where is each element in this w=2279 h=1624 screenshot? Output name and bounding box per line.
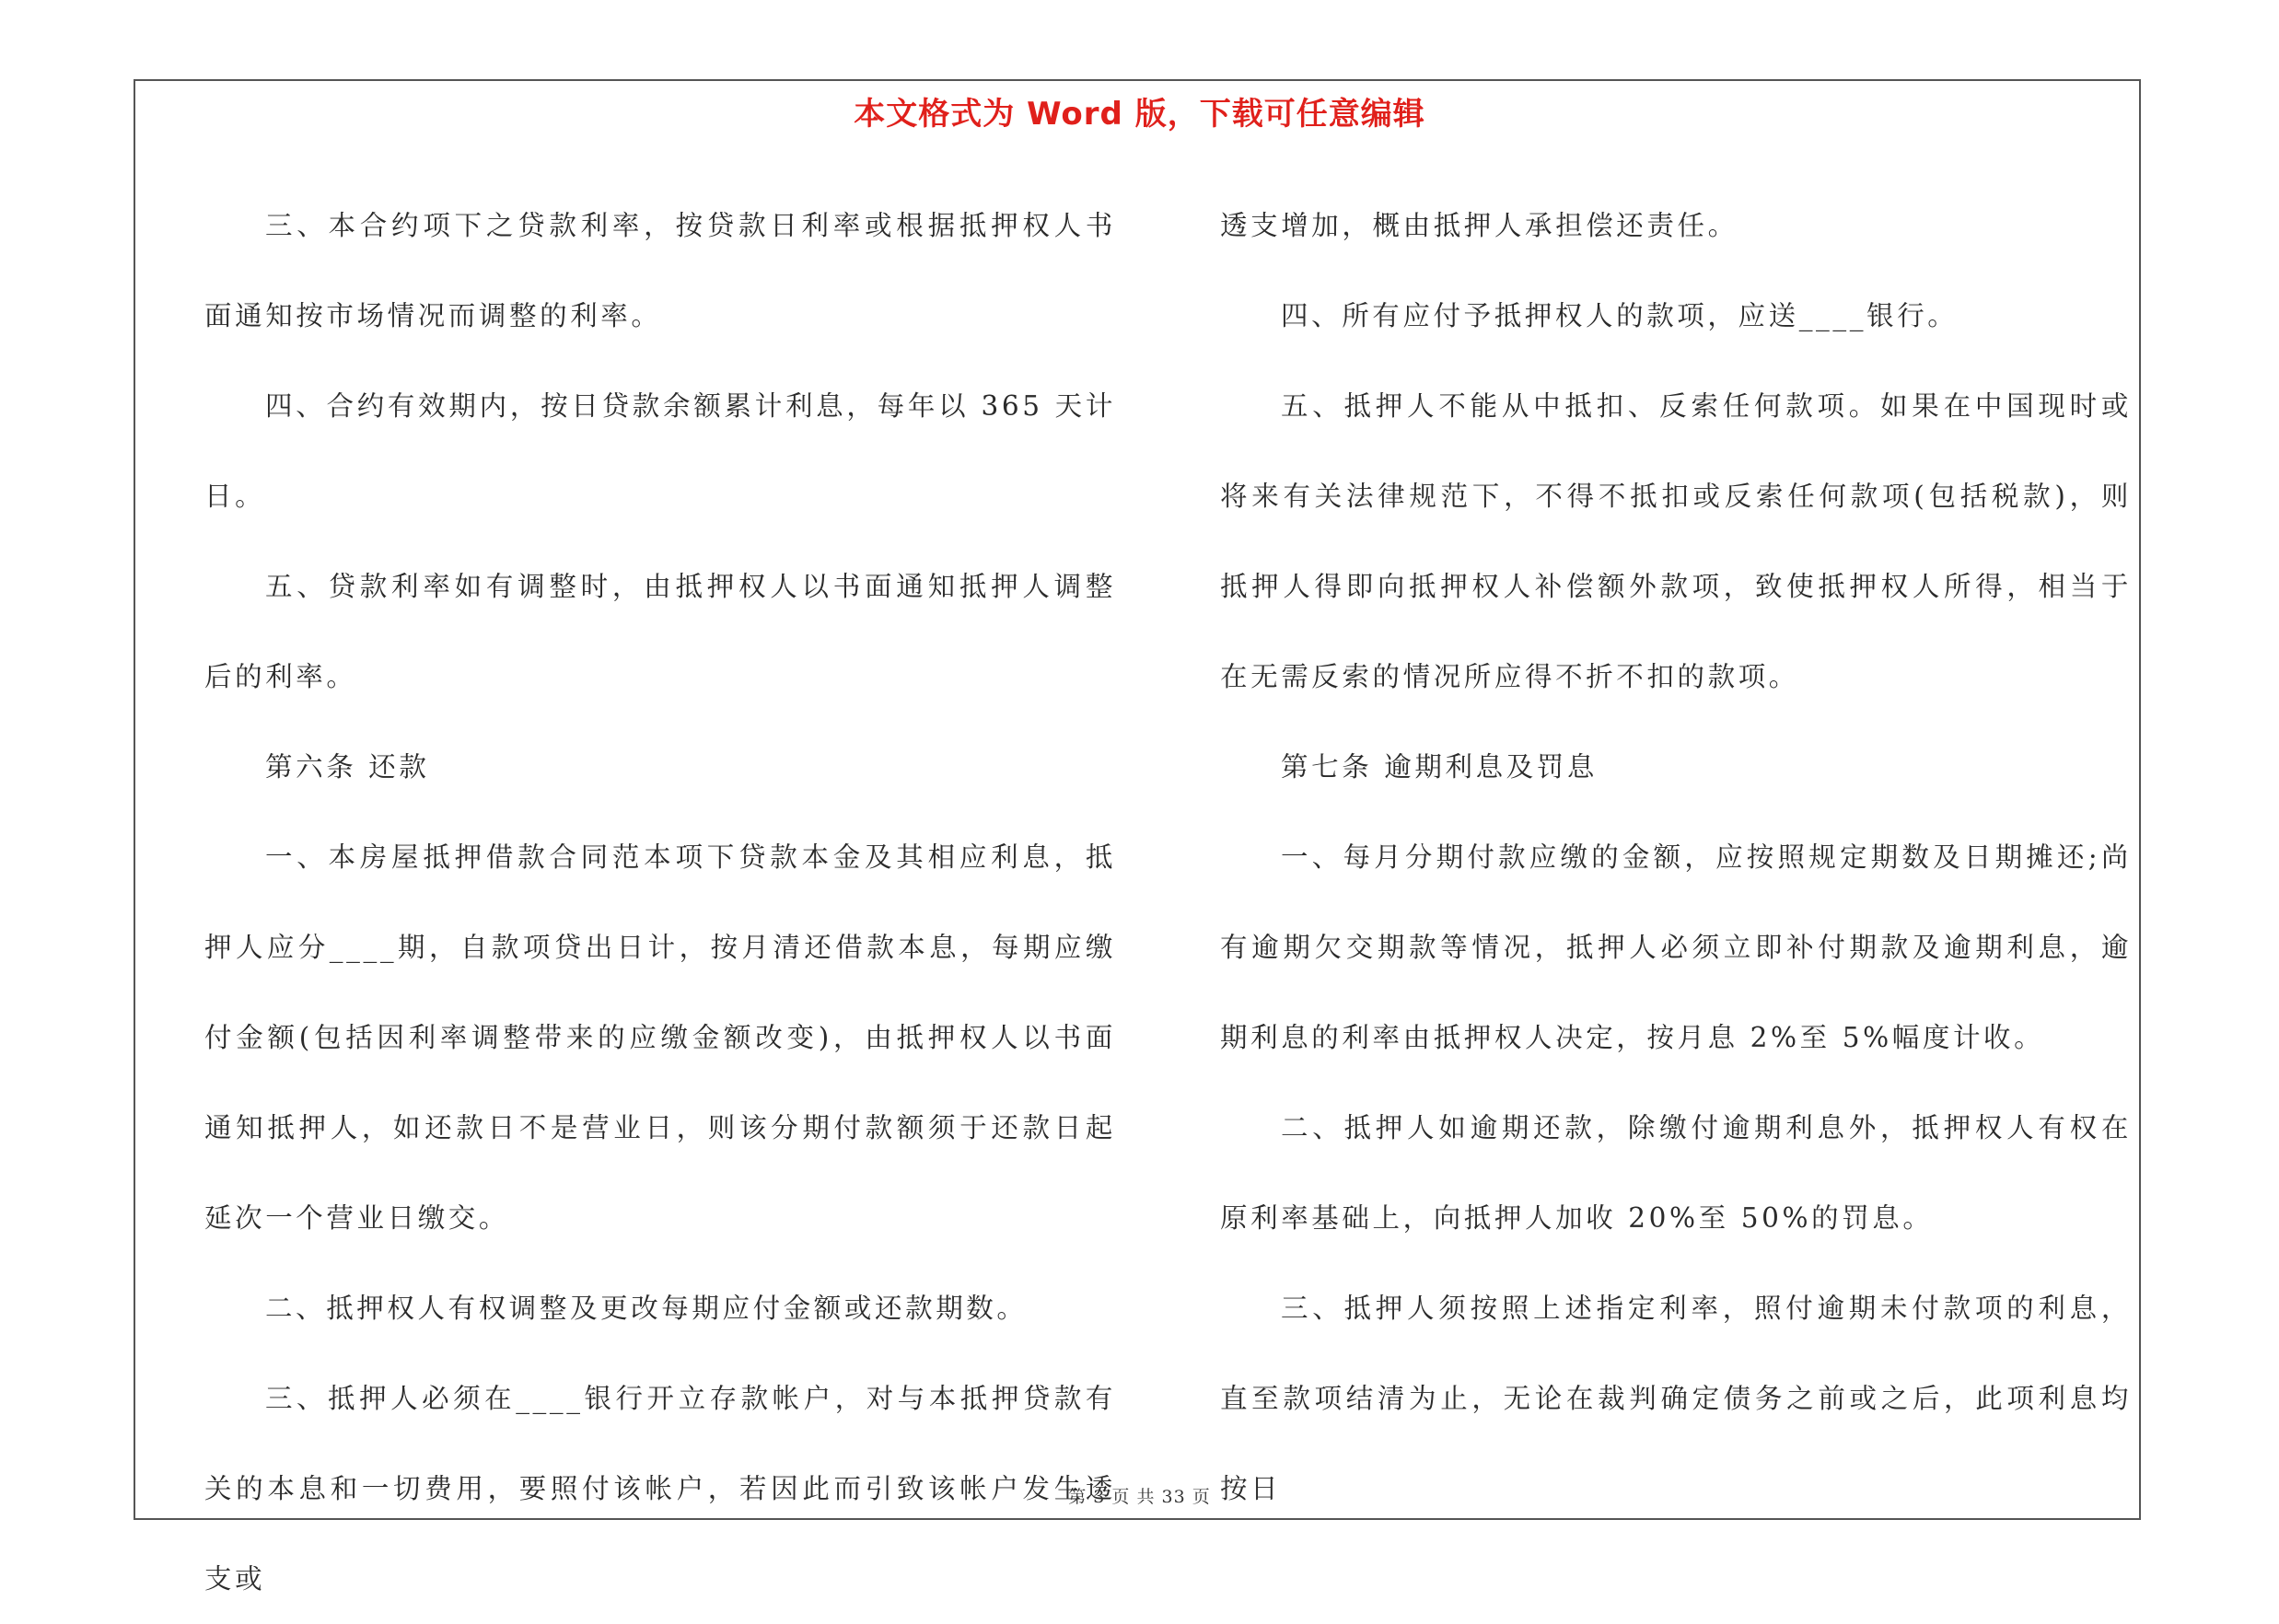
right-column-paragraph: 第七条 逾期利息及罚息 — [1281, 751, 1598, 783]
left-column-paragraph: 三、本合约项下之贷款利率，按贷款日利率或根据抵押权人书面通知按市场情况而调整的利率。 — [204, 210, 1116, 331]
right-column-paragraph: 三、抵押人须按照上述指定利率，照付逾期未付款项的利息，直至款项结清为止，无论在裁判确定债务之前或之后，此项利息均按日 — [1220, 1293, 2132, 1504]
left-column — [204, 180, 1116, 1624]
right-column-paragraph: 二、抵押人如逾期还款，除缴付逾期利息外，抵押权人有权在原利率基础上，向抵押人加收 20%至 50%的罚息。 — [1220, 1112, 2132, 1234]
left-column-paragraph: 二、抵押权人有权调整及更改每期应付金额或还款期数。 — [265, 1293, 1028, 1324]
right-column — [1220, 180, 2132, 1534]
page-number-footer: 第 3 页 共 33 页 — [1068, 1487, 1211, 1507]
left-column-paragraph: 五、贷款利率如有调整时，由抵押权人以书面通知抵押人调整后的利率。 — [204, 571, 1116, 692]
left-column-paragraph: 一、本房屋抵押借款合同范本项下贷款本金及其相应利息，抵押人应分____期，自款项贷出日计，按月清还借款本息，每期应缴付金额(包括因利率调整带来的应缴金额改变)，由抵押权人以书面通知抵押人，如还款日不是营业日，则该分期付款额须于还款日起延次一个营业日缴交。 — [204, 841, 1116, 1234]
right-column-paragraph: 一、每月分期付款应缴的金额，应按照规定期数及日期摊还;尚有逾期欠交期款等情况，抵押人必须立即补付期款及逾期利息，逾期利息的利率由抵押权人决定，按月息 2%至 5%幅度计收。 — [1220, 841, 2132, 1053]
right-column-paragraph: 四、所有应付予抵押权人的款项，应送____银行。 — [1281, 300, 1959, 331]
right-column-paragraph: 五、抵押人不能从中抵扣、反索任何款项。如果在中国现时或将来有关法律规范下，不得不抵扣或反索任何款项(包括税款)，则抵押人得即向抵押权人补偿额外款项，致使抵押权人所得，相当于在无需反索的情况所应得不折不扣的款项。 — [1220, 390, 2132, 692]
watermark-banner: 本文格式为 Word 版，下载可任意编辑 — [854, 96, 1425, 133]
left-column-paragraph: 四、合约有效期内，按日贷款余额累计利息，每年以 365 天计日。 — [204, 390, 1116, 512]
left-column-paragraph: 三、抵押人必须在____银行开立存款帐户，对与本抵押贷款有关的本息和一切费用，要照付该帐户，若因此而引致该帐户发生透支或 — [204, 1383, 1116, 1595]
left-column-paragraph: 第六条 还款 — [265, 751, 430, 783]
right-column-paragraph: 透支增加，概由抵押人承担偿还责任。 — [1220, 210, 1738, 241]
